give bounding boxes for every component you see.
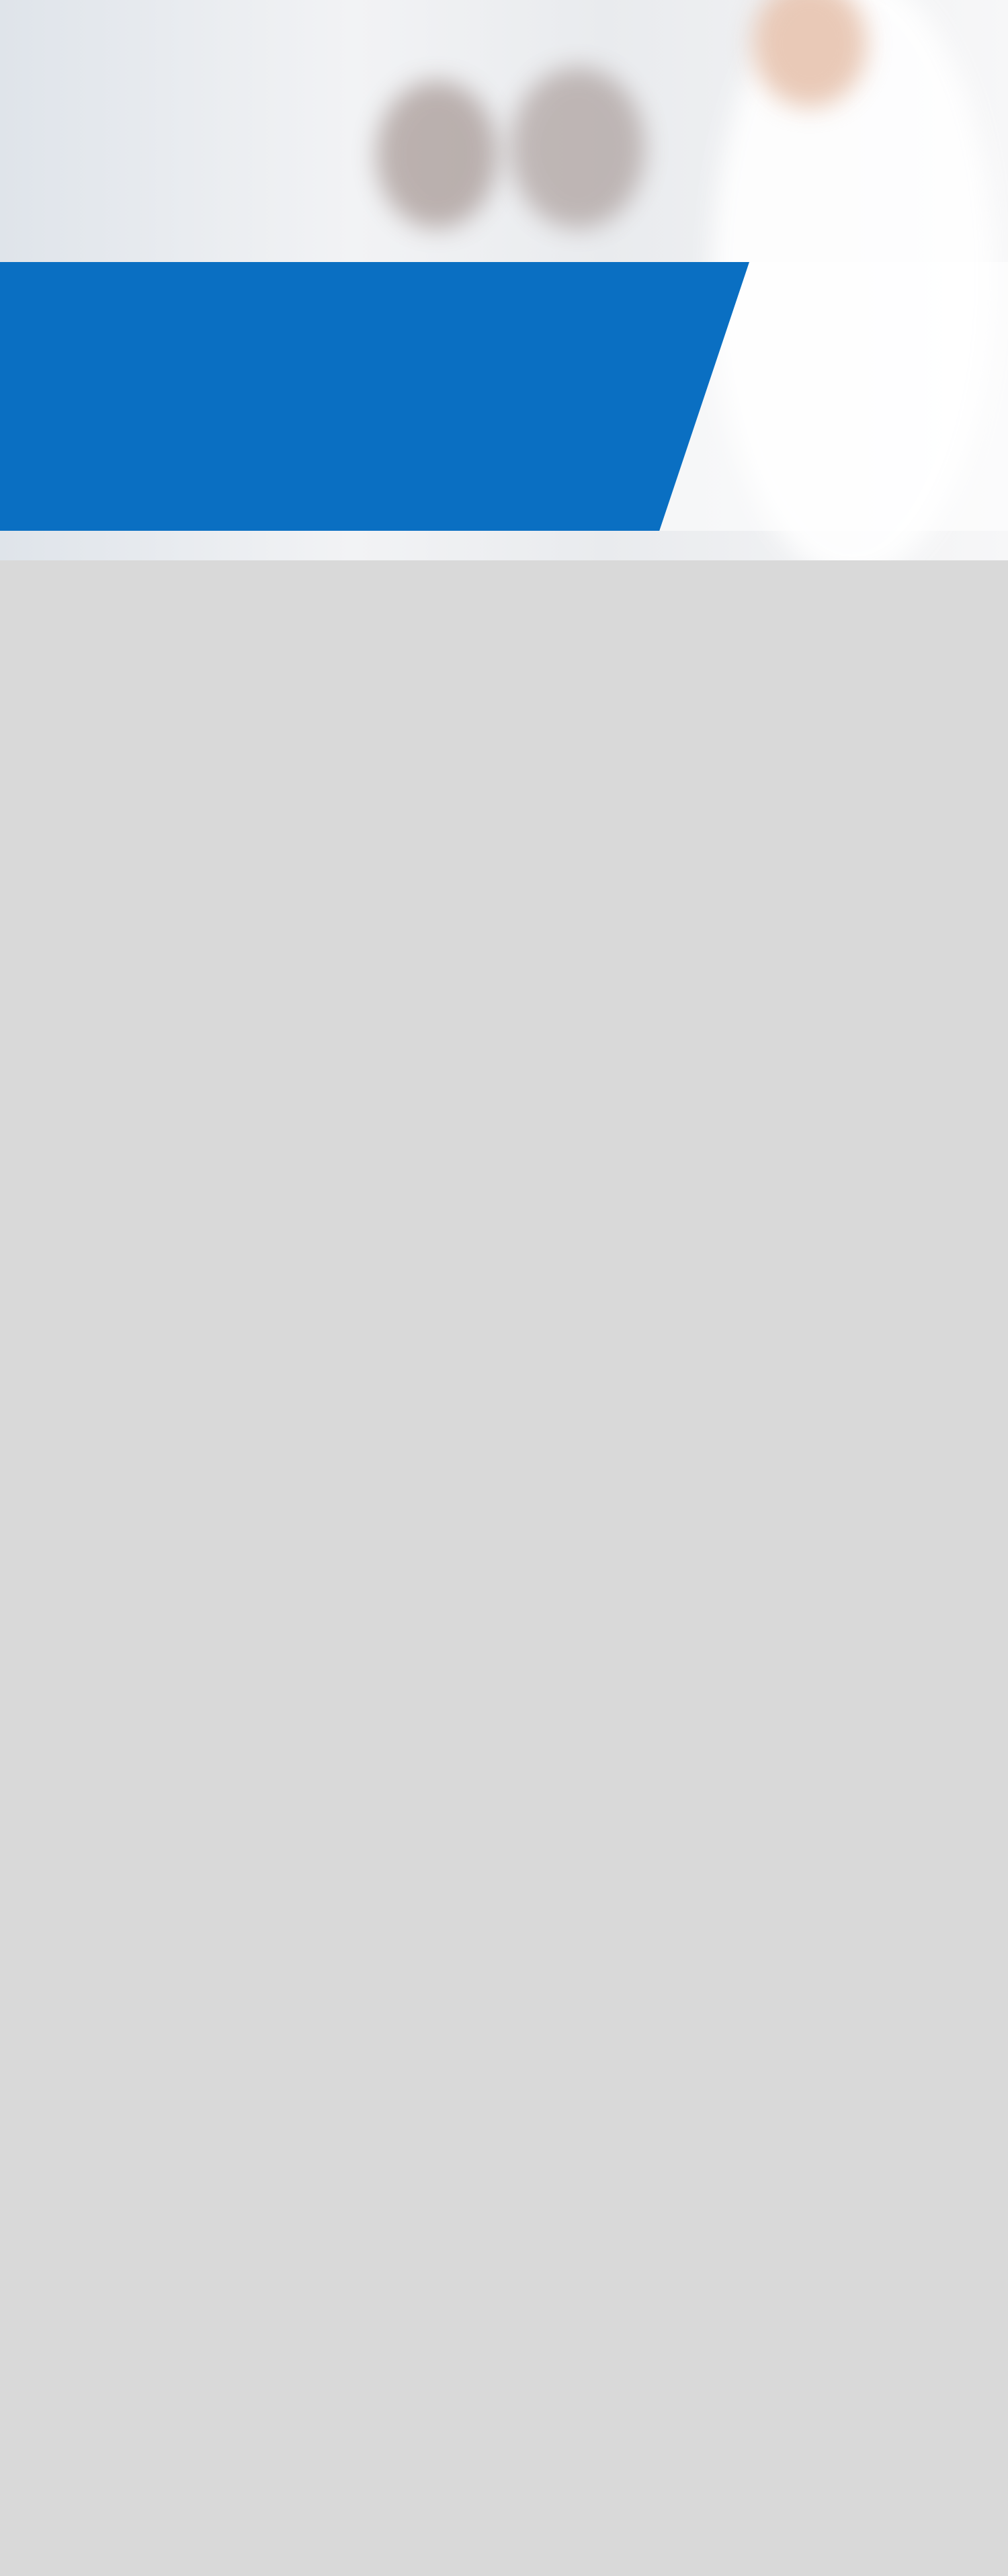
cover-slide <box>0 0 1008 560</box>
background-photo <box>511 67 645 228</box>
title-band <box>0 262 749 531</box>
background-photo <box>376 81 497 228</box>
